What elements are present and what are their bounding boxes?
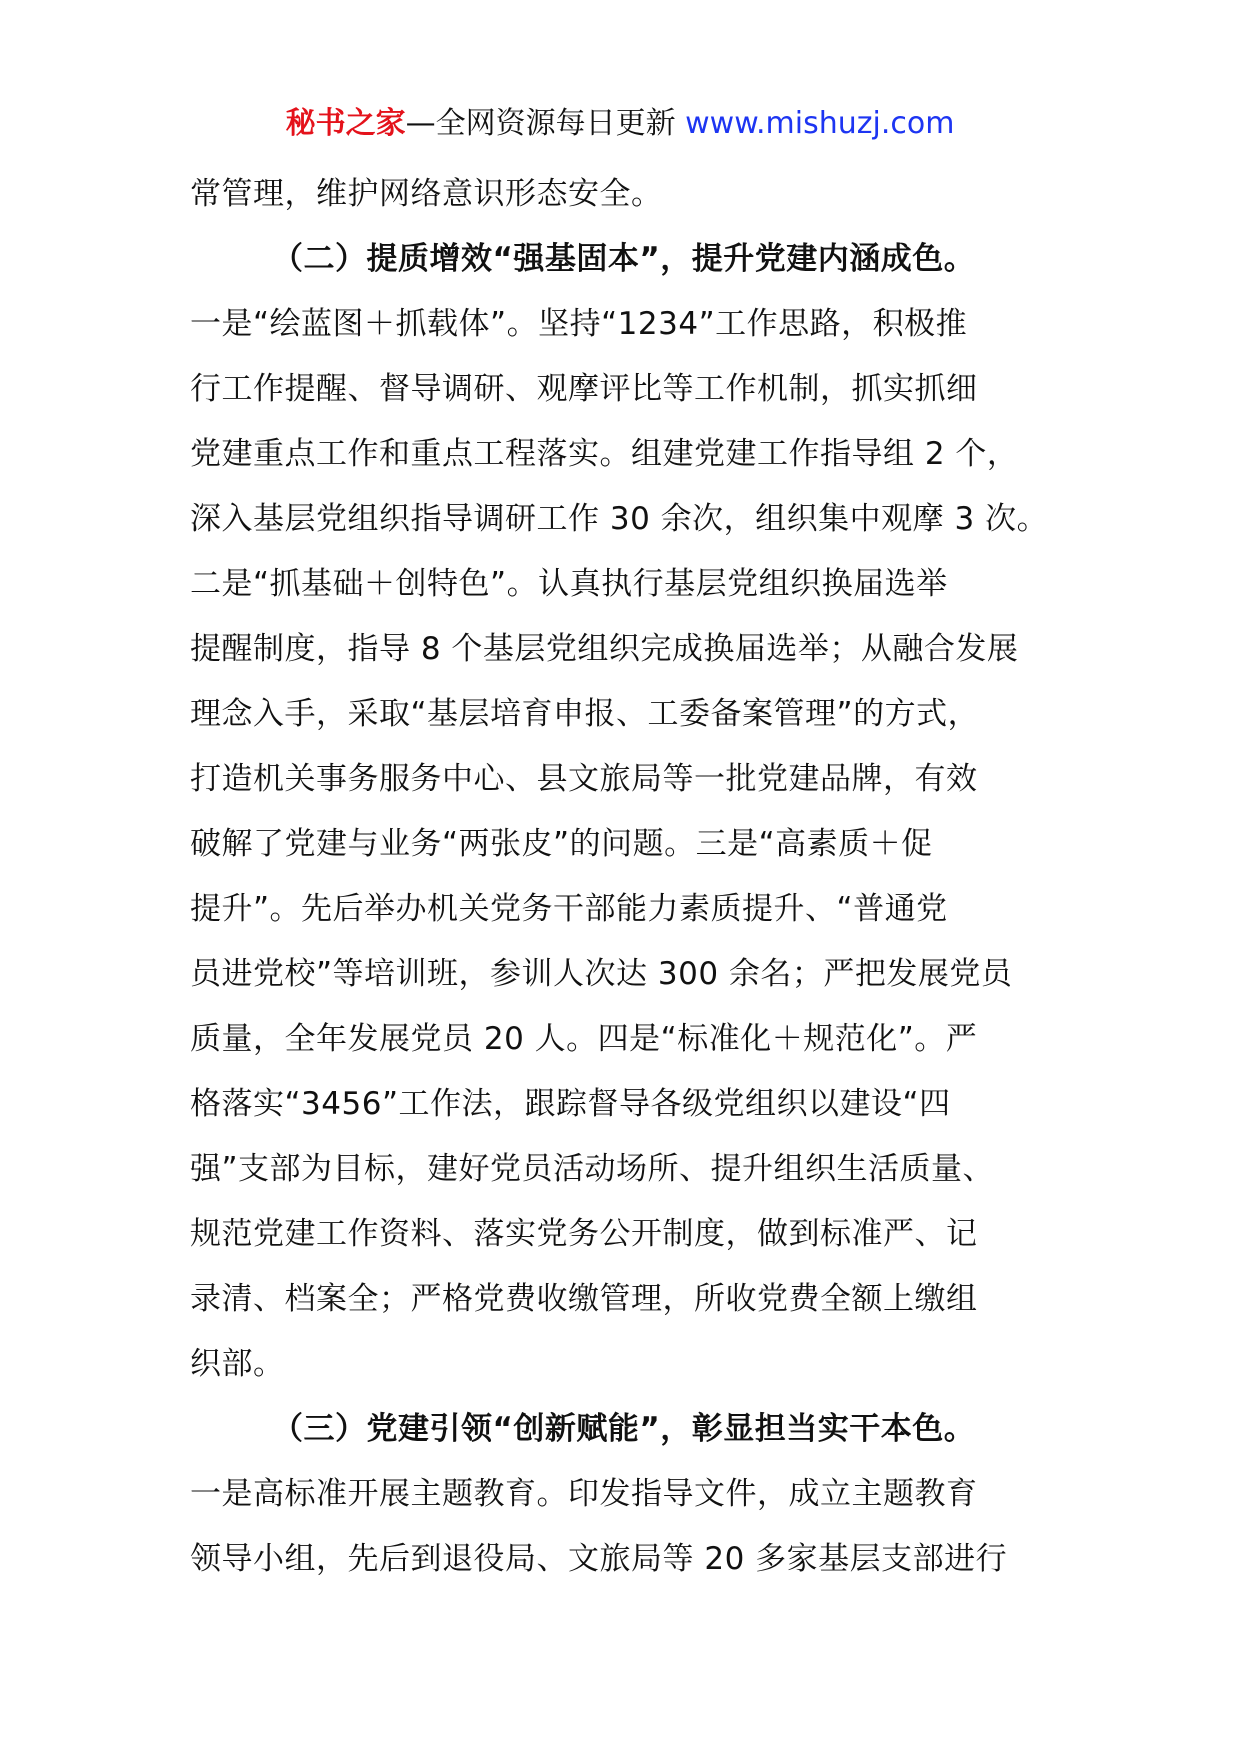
paragraph-line: 提醒制度，指导 8 个基层党组织完成换届选举；从融合发展 [190,631,1019,667]
site-url-link[interactable]: www.mishuzj.com [685,106,955,141]
site-slogan: —全网资源每日更新 [405,106,686,141]
section-heading: （三）党建引领“创新赋能”，彰显担当实干本色。 [272,1411,976,1447]
paragraph-line: 录清、档案全；严格党费收缴管理，所收党费全额上缴组 [190,1281,978,1317]
paragraph-line: 一是高标准开展主题教育。印发指导文件，成立主题教育 [190,1476,978,1512]
paragraph-line: 员进党校”等培训班，参训人次达 300 余名；严把发展党员 [190,956,1013,992]
document-body [190,162,1070,1592]
site-brand: 秘书之家 [285,106,406,141]
paragraph-line: 打造机关事务服务中心、县文旅局等一批党建品牌，有效 [190,761,978,797]
paragraph-line: 强”支部为目标，建好党员活动场所、提升组织生活质量、 [190,1151,995,1187]
paragraph-line: 一是“绘蓝图＋抓载体”。坚持“1234”工作思路，积极推 [190,306,968,342]
paragraph-line: 提升”。先后举办机关党务干部能力素质提升、“普通党 [190,891,948,927]
paragraph-line: 规范党建工作资料、落实党务公开制度，做到标准严、记 [190,1216,978,1252]
paragraph-line: 理念入手，采取“基层培育申报、工委备案管理”的方式， [190,696,980,732]
paragraph-line: 破解了党建与业务“两张皮”的问题。三是“高素质＋促 [190,826,933,862]
paragraph-line: 深入基层党组织指导调研工作 30 余次，组织集中观摩 3 次。 [190,501,1049,537]
paragraph-line: 织部。 [190,1346,285,1382]
section-heading: （二）提质增效“强基固本”，提升党建内涵成色。 [272,241,976,277]
paragraph-line: 领导小组，先后到退役局、文旅局等 20 多家基层支部进行 [190,1541,1008,1577]
paragraph-line: 质量，全年发展党员 20 人。四是“标准化＋规范化”。严 [190,1021,978,1057]
paragraph-line: 行工作提醒、督导调研、观摩评比等工作机制，抓实抓细 [190,371,978,407]
paragraph-line: 格落实“3456”工作法，跟踪督导各级党组织以建设“四 [190,1086,951,1122]
paragraph-line: 常管理，维护网络意识形态安全。 [190,176,663,212]
site-header [0,100,1240,148]
paragraph-line: 党建重点工作和重点工程落实。组建党建工作指导组 2 个， [190,436,1019,472]
paragraph-line: 二是“抓基础＋创特色”。认真执行基层党组织换届选举 [190,566,948,602]
